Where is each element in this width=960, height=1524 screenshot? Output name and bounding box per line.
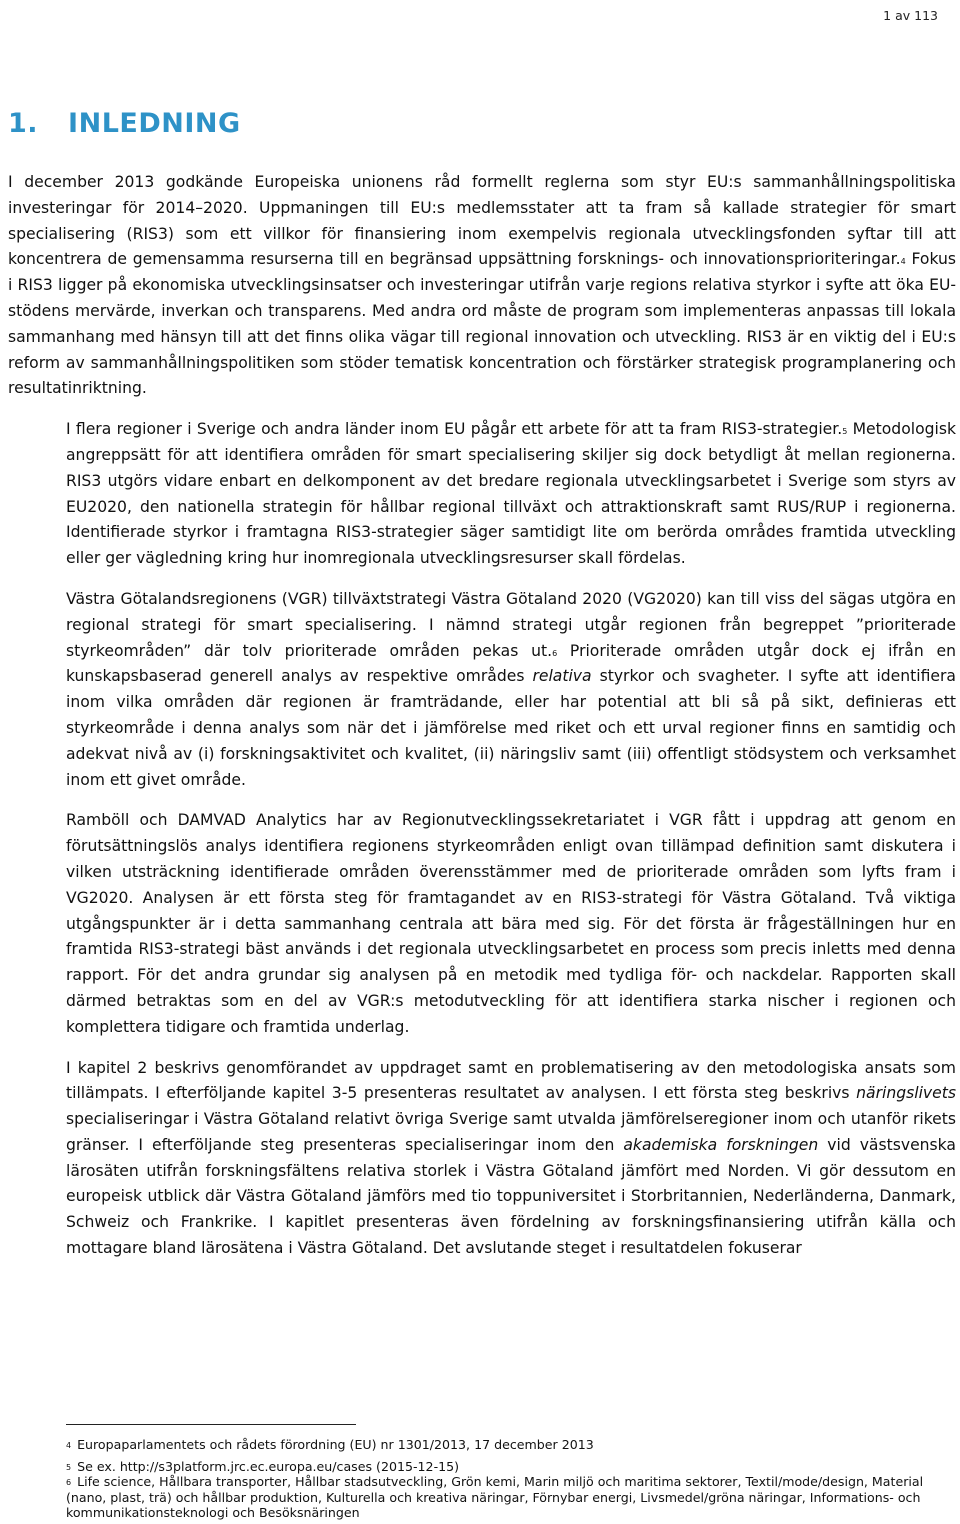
emphasis: relativa [532,667,592,686]
footnote-ref: 5 [842,427,848,437]
footnote-number: 6 [66,1478,72,1488]
footnote-number: 4 [66,1441,72,1450]
chapter-heading [8,108,241,139]
footnote-ref: 6 [552,648,558,658]
paragraph: Ramböll och DAMVAD Analytics har av Regionutvecklingssekretariatet i VGR fått i uppdrag att genom en förutsättningslös analys identifiera regionens styrkeområden enligt ovan tillämpad definition samt diskutera i vilken utsträckning identifierade områden överensstämmer med de prioriterade områden som lyfts fram i VG2020. Analysen är ett första steg för framtagandet av en RIS3-strategi för Västra Götaland. Två viktiga utgångspunkter är i detta sammanhang centrala att bära med sig. För det första är frågeställningen hur en framtida RIS3-strategi bäst används i det regionala utvecklingsarbetet en process som precis inletts med denna rapport. För det andra grundar sig analysen på en metodik med tydliga för- och nackdelar. Rapporten skall därmed betraktas som en del av VGR:s metodutveckling för att identifiera starka nischer i regionen och komplettera tidigare och framtida underlag. [66,811,956,1036]
footnote [66,1474,956,1521]
emphasis: näringslivets [856,1084,956,1103]
footnote-text: Europaparlamentets och rådets förordning (EU) nr 1301/2013, 17 december 2013 [77,1437,594,1452]
footnote [66,1459,956,1475]
footnotes [66,1424,956,1521]
paragraph: I december 2013 godkände Europeiska unionens råd formellt reglerna som styr EU:s sammanhållningspolitiska investeringar för 2014–2020. Uppmaningen till EU:s medlemsstater att ta fram så kallade strategier för smart specialisering (RIS3) som ett villkor för finansiering inom exempelvis regionala utvecklingsfonden syftar till att koncentrera de gemensamma resurserna till en begränsad uppsättning forsknings- och innovationsprioriteringar.$^4$ Fokus i RIS3 ligger på ekonomiska utvecklingsinsatser och investeringar utifrån varje regions relativa styrkor i syfte att öka EU-stödens mervärde, inverkan och transparens. Med andra ord måste de program som implementeras anpassas till lokala sammanhang med hänsyn till att det finns olika vägar till regional innovation och utveckling. RIS3 är en viktig del i EU:s reform av sammanhållningspolitiken som stöder tematisk koncentration och förstärker strategisk programplanering och resultatinriktning. [8,173,957,398]
page-number: 1 av 113 [883,8,938,23]
emphasis: akademiska forskningen [623,1135,819,1154]
footnote-divider [66,1424,356,1425]
footnote-text: Se ex. http://s3platform.jrc.ec.europa.eu/cases (2015-12-15) [77,1458,460,1474]
chapter-number: 1. [8,108,39,139]
footnote-ref: 4 [900,257,906,267]
footnote-text: Life science, Hållbara transporter, Hållbar stadsutveckling, Grön kemi, Marin miljö och maritima sektorer, Textil/mode/design, Material (nano, plast, trä) och hållbar produktion, Kulturella och kreativa näringar, Förnybar energi, Livsmedel/gröna näringar, Informations- och kommunikationsteknologi och Besöksnäringen [66,1474,924,1521]
body-text [8,170,957,1277]
footnote-number: 5 [66,1462,72,1472]
chapter-title: INLEDNING [68,108,241,139]
footnote [66,1437,956,1453]
paragraph: I kapitel 2 beskrivs genomförandet av uppdraget samt en problematisering av den metodologiska ansats som tillämpats. I efterföljande kapitel 3-5 presenteras resultatet av analysen. I ett första steg beskrivs näringslivets specialiseringar i Västra Götaland relativt övriga Sverige samt utvalda jämförelseregioner inom och utanför rikets gränser. I efterföljande steg presenteras specialiseringar inom den akademiska forskningen vid västsvenska lärosäten utifrån forskningsfältens relativa storlek i Västra Götaland jämfört med Norden. Vi gör dessutom en europeisk utblick där Västra Götaland jämförs med tio toppuniversitet i Storbritannien, Nederländerna, Danmark, Schweiz och Frankrike. I kapitlet presenteras även fördelning av forskningsfinansiering utifrån källa och mottagare bland lärosätena i Västra Götaland. Det avslutande steget i resultatdelen fokuserar [66,1058,956,1258]
paragraph: Västra Götalandsregionens (VGR) tillväxtstrategi Västra Götaland 2020 (VG2020) kan till viss del sägas utgöra en regional strategi för smart specialisering. I nämnd strategi utgår regionen från begreppet ”prioriterade styrkeområden” där tolv prioriterade områden pekas ut.$^6$ Prioriterade områden utgår dock ej ifrån en kunskapsbaserad generell analys av respektive områdes relativa styrkor och svagheter. I syfte att identifiera inom vilka områden där regionen är framträdande, eller har potential att bli så på sikt, definieras ett styrkeområde i denna analys som när det i jämförelse med riket och ett urval regioner finns en samtidig och adekvat nivå av (i) forskningsaktivitet och kvalitet, (ii) näringsliv samt (iii) offentligt stödsystem och verksamhet inom ett givet område. [66,589,956,789]
paragraph: I flera regioner i Sverige och andra länder inom EU pågår ett arbete för att ta fram RIS3-strategier.$^5$ Metodologisk angreppsätt för att identifiera områden för smart specialisering skiljer sig dock betydligt åt mellan regionerna. RIS3 utgörs vidare enbart en delkomponent av det bredare regionala utvecklingsarbetet i Sverige som styrs av EU2020, den nationella strategin för hållbar regional tillväxt och attraktionskraft samt RUS/RUP i regionerna. Identifierade styrkor i framtagna RIS3-strategier säger samtidigt lite om berörda områdes framtida utveckling eller ger vägledning kring hur inomregionala utvecklingsresurser skall fördelas. [66,420,957,568]
